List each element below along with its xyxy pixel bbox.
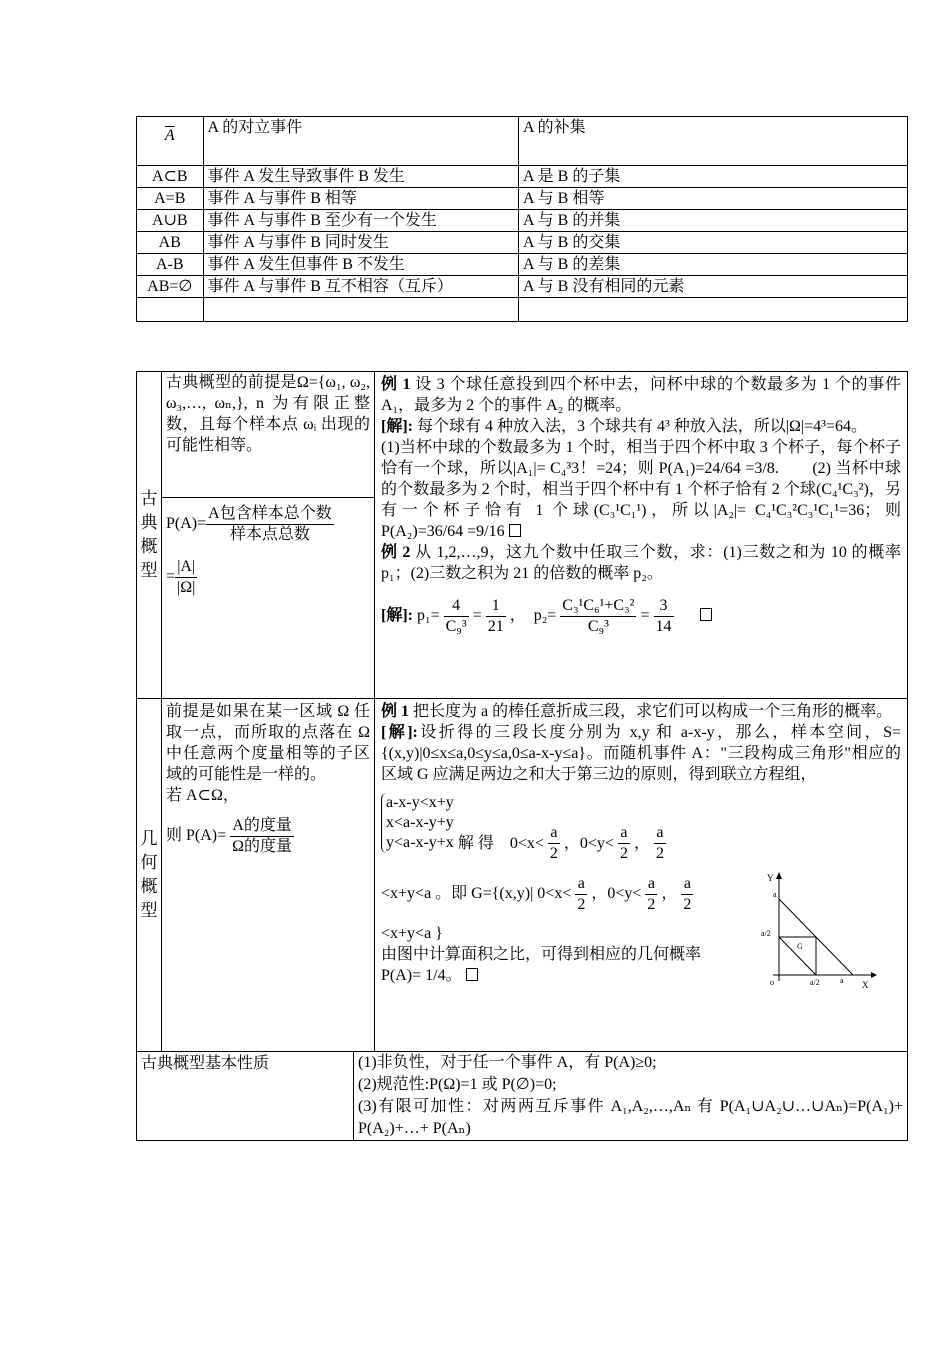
x-axis-arrow-icon — [871, 972, 877, 978]
symbol-cell: A⊂B — [137, 166, 204, 188]
origin-label: o — [770, 978, 774, 987]
classical-formula-alt — [166, 557, 370, 598]
geometric-example — [375, 699, 908, 1052]
solution-text: 设折得的三段长度分别为 x,y 和 a-x-y，那么，样本空间，S={(x,y)|0≤x≤a,0≤y≤a,0≤a-x-y≤a}。而随机事件 A："三段构成三角形"相应的区域 G 应满足两边之和大于第三边的原则，得到联立方程组， — [381, 724, 901, 783]
geometric-formula — [166, 816, 370, 857]
region-close: <x+y<a } — [381, 924, 443, 942]
classical-premise: 古典概型的前提是Ω={ω₁, ω₂, ω₃,…, ωₙ,}, n 为有限正整数，且每个样本点 ωᵢ 出现的可能性相等。 — [162, 372, 375, 498]
solution-text: (1)当杯中球的个数最多为 1 个时，相当于四个杯中取 3 个杯子，每个杯子恰有一个球，所以|A₁|= C₄³3！=24；则 P(A₁)=24/64 =3/8. (2) 当杯中球的个数最多为 2 个时，相当于四个杯中有 1 个杯子恰有 2 个球(C₄¹C₃²)，另有一个杯子恰有 1 个球(C₃¹C₁¹)，所以|A₂|= C₄¹C₃²C₃¹C₁¹=36；则 P(A₂)=36/64 =9/16 — [381, 439, 901, 540]
denominator: 2 — [647, 895, 656, 913]
probability-model-table — [136, 371, 908, 1141]
table-row — [137, 254, 908, 276]
system-line: x<a-x-y+y — [386, 814, 454, 831]
equals: = — [640, 607, 650, 625]
frac-a-2 — [575, 874, 587, 915]
geometric-row — [137, 699, 908, 1052]
region-text: <x+y<a 。即 G={(x,y)| 0<x< — [381, 885, 572, 902]
label-char: 古 — [140, 489, 158, 508]
numerator: a — [654, 823, 666, 844]
half-a-label: a/2 — [761, 929, 771, 938]
label-char: 典 — [140, 513, 158, 532]
end-mark-icon — [700, 608, 712, 621]
table-row — [137, 232, 908, 254]
classical-solution-3 — [381, 596, 901, 637]
system-brace — [381, 793, 454, 853]
frac-a-2 — [654, 823, 666, 864]
label-char: 型 — [140, 561, 158, 580]
label-char: 几 — [140, 829, 158, 848]
classical-formula — [162, 498, 375, 699]
end-mark-icon — [466, 968, 478, 981]
p2-prefix: ， p₂= — [509, 607, 557, 625]
complement-symbol: $\overline{A}$ — [164, 127, 175, 144]
label-char: 型 — [140, 901, 158, 920]
label-char: 概 — [140, 877, 158, 896]
y-axis-arrow-icon — [776, 872, 782, 879]
example-label: 例 1 — [381, 376, 411, 393]
a-label: a — [773, 890, 777, 899]
denominator: 2 — [683, 895, 692, 913]
properties-list — [354, 1052, 908, 1141]
classical-label — [137, 372, 162, 699]
equals: = — [472, 607, 482, 625]
denominator: Ω的度量 — [232, 838, 293, 855]
properties-row — [137, 1052, 908, 1141]
solution-label: [解]: — [381, 418, 413, 435]
table-row — [137, 210, 908, 232]
numerator: a — [548, 823, 560, 844]
y-axis-label: Y — [767, 873, 774, 883]
label-char: 何 — [140, 853, 158, 872]
denominator: 2 — [577, 895, 586, 913]
set-cell: A 与 B 的差集 — [518, 254, 907, 276]
ineq-text: ，0<y< — [563, 834, 614, 852]
p2-fraction — [560, 596, 636, 637]
classical-example-1 — [381, 374, 901, 416]
half-a-label: a/2 — [810, 978, 820, 987]
formula-fraction — [206, 504, 334, 545]
property-item: (2)规范性:P(Ω)=1 或 P(∅)=0; — [358, 1076, 557, 1093]
numerator: 4 — [444, 596, 469, 617]
symbol-cell: AB — [137, 232, 204, 254]
denominator: 2 — [549, 844, 558, 862]
geometric-conclusion — [381, 944, 721, 986]
set-cell: A 的补集 — [518, 117, 907, 166]
event-cell: 事件 A 发生但事件 B 不发生 — [203, 254, 518, 276]
property-item: (3)有限可加性：对两两互斥事件 A₁,A₂,…,Aₙ 有 P(A₁∪A₂∪…∪Aₙ)=P(A₁)+ P(A₂)+…+ P(Aₙ) — [358, 1098, 903, 1137]
denominator: 21 — [487, 618, 504, 635]
set-cell: A 与 B 的交集 — [518, 232, 907, 254]
properties-label: 古典概型基本性质 — [137, 1052, 354, 1141]
denominator: C₉³ — [445, 618, 467, 635]
geometric-premise-cell — [162, 699, 375, 1052]
solution-label: [解]: — [381, 724, 418, 741]
denominator: 2 — [655, 844, 664, 862]
example-label: 例 1 — [381, 703, 410, 720]
event-cell: 事件 A 与事件 B 至少有一个发生 — [203, 210, 518, 232]
classical-example-2 — [381, 542, 901, 584]
numerator: C₃¹C₆¹+C₃² — [560, 596, 636, 617]
property-item: (1)非负性，对于任一个事件 A，有 P(A)≥0; — [358, 1054, 657, 1071]
table-row — [137, 166, 908, 188]
numerator: a — [681, 874, 693, 895]
symbol-cell — [137, 117, 204, 166]
event-cell: 事件 A 与事件 B 互不相容（互斥） — [203, 276, 518, 298]
frac-a-2 — [618, 823, 630, 864]
solution-label: [解]: — [381, 607, 413, 625]
p1-fraction — [444, 596, 469, 637]
geometric-premise: 前提是如果在某一区域 Ω 任取一点，而所取的点落在 Ω 中任意两个度量相等的子区域的可能性是一样的。 — [166, 703, 370, 783]
formula-fraction — [230, 816, 294, 857]
system-line: a-x-y<x+y — [386, 794, 454, 811]
example-text: 设 3 个球任意投到四个杯中去，问杯中球的个数最多为 1 个的事件 A₁，最多为 2 个的事件 A₂ 的概率。 — [381, 376, 901, 414]
region-definition — [381, 874, 741, 915]
x-axis-label: X — [862, 980, 869, 990]
frac-a-2 — [681, 874, 693, 915]
frac-a-2 — [548, 823, 560, 864]
denominator: 样本点总数 — [229, 526, 310, 543]
region-diagram — [757, 871, 877, 991]
numerator: a — [645, 874, 657, 895]
region-g-label: G — [797, 942, 803, 951]
denominator: 14 — [655, 618, 672, 635]
example-label: 例 2 — [381, 544, 411, 561]
formula-prefix: 则 P(A)= — [166, 827, 227, 845]
classical-solution-1 — [381, 416, 901, 437]
p1-fraction-simplified — [486, 596, 506, 637]
geometric-example-1 — [381, 701, 901, 722]
set-cell: A 是 B 的子集 — [518, 166, 907, 188]
set-cell: A 与 B 相等 — [518, 188, 907, 210]
classical-row — [137, 372, 908, 498]
region-text: ，0<y< — [591, 885, 642, 902]
solution-text: 每个球有 4 种放入法，3 个球共有 4³ 种放入法，所以|Ω|=4³=64。 — [417, 418, 867, 435]
numerator: 3 — [654, 596, 674, 617]
event-cell: 事件 A 发生导致事件 B 发生 — [203, 166, 518, 188]
geometric-solution — [381, 722, 901, 785]
symbol-cell: A∪B — [137, 210, 204, 232]
event-cell: A 的对立事件 — [203, 117, 518, 166]
empty-cell — [518, 298, 907, 322]
event-set-correspondence-table — [136, 116, 908, 322]
event-cell: 事件 A 与事件 B 同时发生 — [203, 232, 518, 254]
classical-formula-main — [166, 504, 370, 545]
formula-prefix: = — [166, 568, 176, 586]
end-mark-icon — [509, 524, 521, 537]
table-row — [137, 117, 908, 166]
classical-solution-2 — [381, 437, 901, 542]
denominator: 2 — [619, 844, 628, 862]
table-row — [137, 276, 908, 298]
numerator: 1 — [486, 596, 506, 617]
a-label: a — [840, 976, 844, 985]
numerator: |A| — [175, 557, 197, 578]
numerator: A的度量 — [230, 816, 294, 837]
geometric-label — [137, 699, 162, 1052]
solve-word: 解 得 0<x< — [457, 834, 544, 852]
p1-prefix: p₁= — [417, 607, 440, 625]
numerator: a — [618, 823, 630, 844]
numerator: A包含样本总个数 — [206, 504, 334, 525]
ineq-text: ， — [633, 834, 650, 852]
set-cell: A 与 B 的并集 — [518, 210, 907, 232]
classical-examples — [375, 372, 908, 699]
denominator: C₉³ — [587, 618, 609, 635]
symbol-cell: AB=∅ — [137, 276, 204, 298]
label-char: 概 — [140, 537, 158, 556]
example-text: 从 1,2,…,9，这九个数中任取三个数，求：(1)三数之和为 10 的概率 p₁；(2)三数之积为 21 的倍数的概率 p₂。 — [381, 544, 901, 582]
table-row — [137, 188, 908, 210]
region-text: ， — [661, 885, 678, 902]
symbol-cell: A-B — [137, 254, 204, 276]
example-text: 把长度为 a 的棒任意折成三段，求它们可以构成一个三角形的概率。 — [413, 703, 893, 720]
empty-cell — [137, 298, 204, 322]
numerator: a — [575, 874, 587, 895]
conclusion-text: 由图中计算面积之比，可得到相应的几何概率 P(A)= 1/4。 — [381, 945, 702, 984]
set-cell: A 与 B 没有相同的元素 — [518, 276, 907, 298]
formula-prefix: P(A)= — [166, 515, 207, 533]
geometric-condition: 若 A⊂Ω， — [166, 787, 239, 804]
symbol-cell: A=B — [137, 188, 204, 210]
event-cell: 事件 A 与事件 B 相等 — [203, 188, 518, 210]
system-line: y<a-x-y+x — [386, 834, 454, 851]
equation-system — [381, 793, 741, 864]
denominator: |Ω| — [177, 579, 196, 596]
table-row-empty — [137, 298, 908, 322]
p2-fraction-simplified — [654, 596, 674, 637]
frac-a-2 — [645, 874, 657, 915]
empty-cell — [203, 298, 518, 322]
formula-fraction — [175, 557, 197, 598]
